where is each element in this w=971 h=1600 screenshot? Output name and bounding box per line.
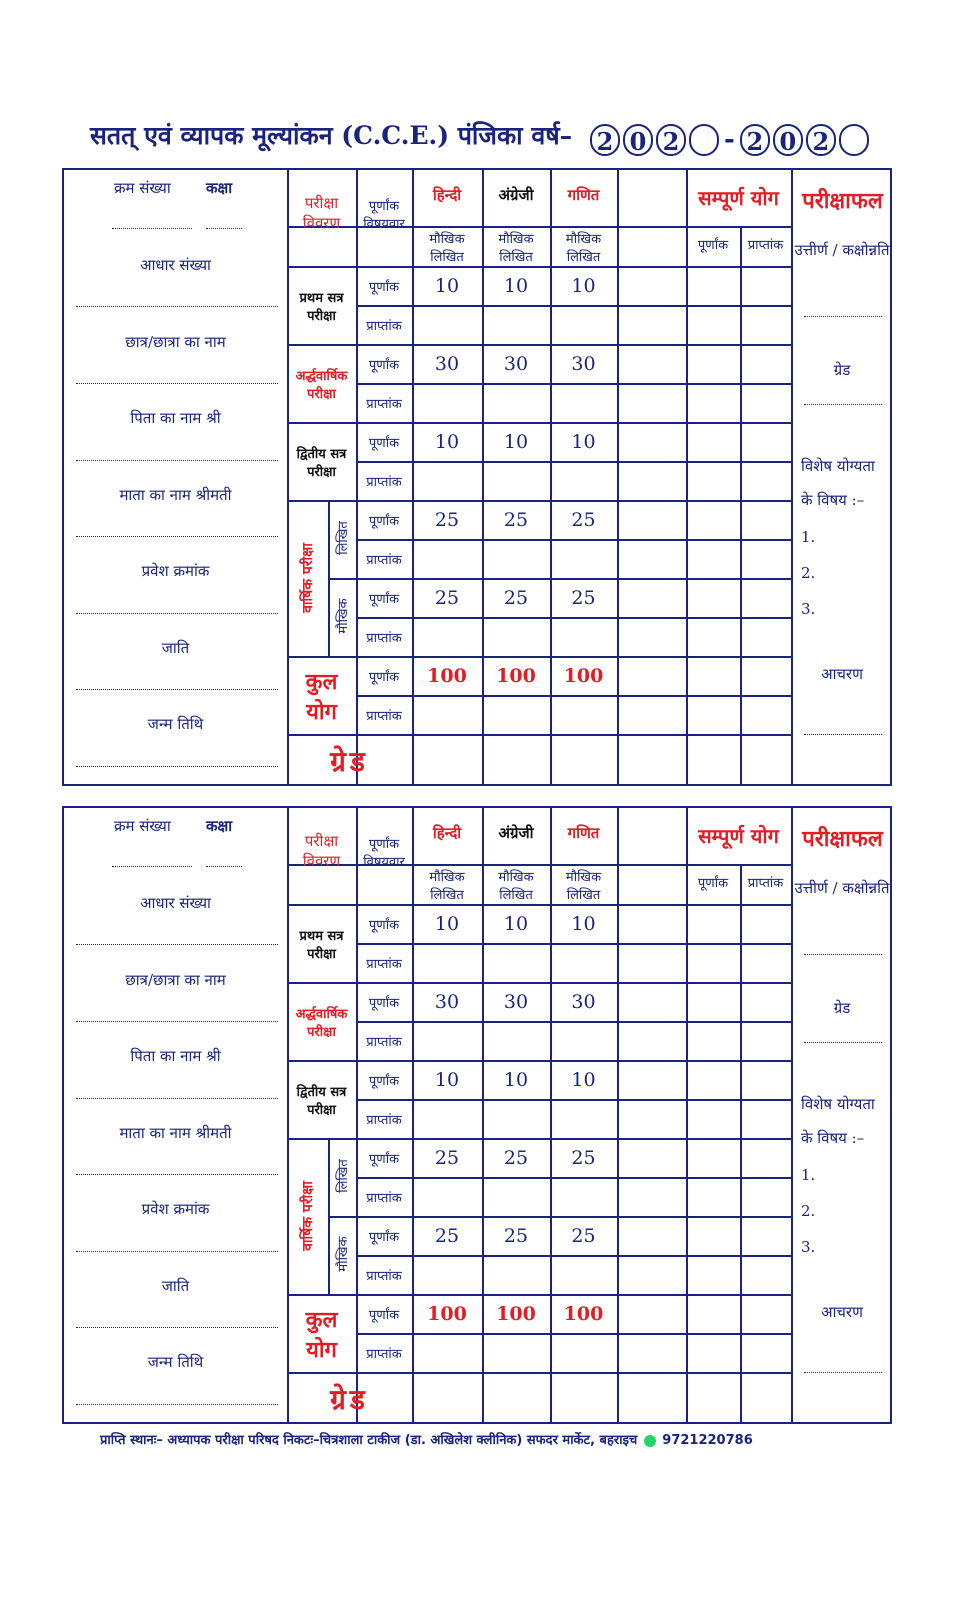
serial-label: क्रम संख्या [114, 179, 171, 197]
row-max: पूर्णांक [368, 435, 400, 451]
year-input[interactable] [590, 124, 869, 158]
row-obtained: प्राप्तांक [366, 552, 402, 568]
passed-field[interactable] [804, 954, 882, 955]
mark-cell: 25 [503, 508, 529, 531]
dob-field[interactable] [76, 766, 278, 767]
result-grade-field[interactable] [804, 404, 882, 405]
ability-item-2[interactable]: 2. [801, 564, 816, 582]
row-max: पूर्णांक [368, 591, 400, 607]
total-label: कुल योग [305, 669, 338, 725]
mark-cell: 30 [571, 352, 596, 375]
sub-label-english: मौखिक लिखित [498, 232, 534, 265]
total-cell: 100 [496, 1302, 536, 1325]
father-name-label: पिता का नाम श्री [130, 1047, 221, 1065]
mark-cell: 10 [434, 274, 460, 297]
row-obtained: प्राप्तांक [366, 1346, 402, 1362]
exam-details-header: परीक्षा विवरण [302, 194, 341, 232]
year-digit: 2 [656, 124, 686, 156]
mark-cell: 10 [434, 430, 460, 453]
mark-cell: 30 [434, 352, 460, 375]
year-digit: 2 [590, 124, 620, 156]
grand-total-header: सम्पूर्ण योग [698, 185, 779, 210]
row-max: पूर्णांक [368, 995, 400, 1011]
year-digit: 0 [773, 124, 803, 156]
year-digit: 0 [623, 124, 653, 156]
dob-label: जन्म तिथि [147, 715, 204, 733]
row-max: पूर्णांक [368, 1307, 400, 1323]
grand-max-header: पूर्णांक [697, 876, 729, 891]
year-digit[interactable] [839, 124, 869, 156]
annual-written: लिखित [336, 1159, 351, 1193]
mark-cell: 10 [503, 912, 529, 935]
ability-item-1[interactable]: 1. [801, 528, 816, 546]
footer-text: प्राप्ति स्थानः– अध्यापक परीक्षा परिषद निकटः–चित्रशाला टाकीज (डा. अखिलेश क्लीनिक) सफदर मार्केट, बहराइच [100, 1433, 638, 1448]
mark-cell: 25 [503, 586, 529, 609]
serial-label: क्रम संख्या [114, 817, 171, 835]
row-max: पूर्णांक [368, 669, 400, 685]
subjects-of-label: के विषय :– [801, 1129, 865, 1147]
mark-cell: 10 [434, 912, 460, 935]
mark-cell: 30 [434, 990, 460, 1013]
sub-label-english: मौखिक लिखित [498, 870, 534, 903]
row-obtained: प्राप्तांक [366, 630, 402, 646]
mark-cell: 10 [503, 1068, 529, 1091]
footer-phone: 9721220786 [662, 1433, 753, 1448]
aadhaar-field[interactable] [76, 944, 278, 945]
row-obtained: प्राप्तांक [366, 396, 402, 412]
caste-field[interactable] [76, 689, 278, 690]
mark-cell: 10 [571, 1068, 596, 1091]
admission-label: प्रवेश क्रमांक [141, 1200, 210, 1218]
sub-label-maths: मौखिक लिखित [565, 870, 602, 903]
subject-maths: गणित [567, 824, 600, 842]
mark-cell: 30 [571, 990, 596, 1013]
exam-half-yearly: अर्द्धवार्षिक परीक्षा [295, 369, 348, 402]
ability-item-2[interactable]: 2. [801, 1202, 816, 1220]
exam-first: प्रथम सत्र परीक्षा [299, 929, 344, 962]
sub-label-hindi: मौखिक लिखित [429, 232, 465, 265]
total-cell: 100 [427, 664, 467, 687]
exam-second: द्वितीय सत्र परीक्षा [296, 447, 347, 480]
exam-second: द्वितीय सत्र परीक्षा [296, 1085, 347, 1118]
grand-obtained-header: प्राप्तांक [747, 238, 784, 253]
passed-label: उत्तीर्ण / कक्षोन्नति [794, 241, 890, 259]
class-field[interactable] [206, 228, 242, 229]
mother-name-label: माता का नाम श्रीमती [119, 1124, 232, 1142]
exam-first: प्रथम सत्र परीक्षा [299, 291, 344, 324]
row-obtained: प्राप्तांक [366, 1112, 402, 1128]
father-name-field[interactable] [76, 1098, 278, 1099]
father-name-label: पिता का नाम श्री [130, 409, 221, 427]
passed-field[interactable] [804, 316, 882, 317]
mark-cell: 25 [571, 1224, 596, 1247]
conduct-label: आचरण [821, 665, 863, 683]
sub-label-maths: मौखिक लिखित [565, 232, 602, 265]
result-header: परीक्षाफल [802, 188, 883, 214]
exam-details-header: परीक्षा विवरण [302, 832, 341, 870]
year-digit[interactable] [689, 124, 719, 156]
conduct-field[interactable] [804, 734, 882, 735]
record-card-1 [62, 168, 892, 786]
max-subjectwise-header: पूर्णांक विषयवार [363, 199, 405, 232]
row-obtained: प्राप्तांक [366, 474, 402, 490]
admission-field[interactable] [76, 1251, 278, 1252]
student-name-field[interactable] [76, 1021, 278, 1022]
caste-label: जाति [161, 639, 190, 657]
grade-label: ग्रेड [330, 1383, 369, 1416]
max-subjectwise-header: पूर्णांक विषयवार [363, 837, 405, 870]
row-obtained: प्राप्तांक [366, 956, 402, 972]
row-max: पूर्णांक [368, 917, 400, 933]
annual-oral: मौखिक [336, 598, 351, 634]
conduct-field[interactable] [804, 1372, 882, 1373]
annual-written: लिखित [336, 521, 351, 555]
row-max: पूर्णांक [368, 357, 400, 373]
mark-cell: 25 [571, 1146, 596, 1169]
mark-cell: 25 [434, 586, 460, 609]
mark-cell: 25 [571, 586, 596, 609]
mark-cell: 10 [503, 430, 529, 453]
result-header: परीक्षाफल [802, 826, 883, 852]
dob-label: जन्म तिथि [147, 1353, 204, 1371]
student-name-field[interactable] [76, 383, 278, 384]
aadhaar-field[interactable] [76, 306, 278, 307]
ability-item-1[interactable]: 1. [801, 1166, 816, 1184]
grade-label: ग्रेड [330, 745, 369, 778]
row-obtained: प्राप्तांक [366, 708, 402, 724]
row-obtained: प्राप्तांक [366, 1268, 402, 1284]
aadhaar-label: आधार संख्या [140, 256, 211, 274]
caste-field[interactable] [76, 1327, 278, 1328]
mark-cell: 10 [434, 1068, 460, 1091]
class-label: कक्षा [206, 179, 233, 197]
sub-label-hindi: मौखिक लिखित [429, 870, 465, 903]
row-obtained: प्राप्तांक [366, 318, 402, 334]
whatsapp-icon [644, 1435, 656, 1447]
admission-field[interactable] [76, 613, 278, 614]
total-cell: 100 [563, 664, 604, 687]
class-label: कक्षा [206, 817, 233, 835]
conduct-label: आचरण [821, 1303, 863, 1321]
class-field[interactable] [206, 866, 242, 867]
mark-cell: 25 [503, 1146, 529, 1169]
ability-item-3[interactable]: 3. [801, 600, 816, 618]
ability-item-3[interactable]: 3. [801, 1238, 816, 1256]
row-max: पूर्णांक [368, 279, 400, 295]
total-cell: 100 [427, 1302, 467, 1325]
father-name-field[interactable] [76, 460, 278, 461]
admission-label: प्रवेश क्रमांक [141, 562, 210, 580]
aadhaar-label: आधार संख्या [140, 894, 211, 912]
total-cell: 100 [563, 1302, 604, 1325]
total-label: कुल योग [305, 1307, 338, 1363]
student-name-label: छात्र/छात्रा का नाम [125, 333, 226, 351]
caste-label: जाति [161, 1277, 190, 1295]
passed-label: उत्तीर्ण / कक्षोन्नति [794, 879, 890, 897]
exam-annual: वार्षिक परीक्षा [299, 543, 316, 613]
mark-cell: 10 [571, 274, 596, 297]
mark-cell: 10 [503, 274, 529, 297]
mark-cell: 25 [503, 1224, 529, 1247]
subjects-of-label: के विषय :– [801, 491, 865, 509]
total-cell: 100 [496, 664, 536, 687]
result-grade-label: ग्रेड [833, 999, 851, 1017]
page-title: सतत् एवं व्यापक मूल्यांकन (C.C.E.) पंजिका वर्ष– [90, 121, 573, 150]
mark-cell: 25 [434, 1224, 460, 1247]
result-grade-label: ग्रेड [833, 361, 851, 379]
serial-field[interactable] [112, 866, 192, 867]
subject-hindi: हिन्दी [432, 824, 462, 842]
exam-annual: वार्षिक परीक्षा [299, 1181, 316, 1251]
annual-oral: मौखिक [336, 1236, 351, 1272]
result-grade-field[interactable] [804, 1042, 882, 1043]
student-name-label: छात्र/छात्रा का नाम [125, 971, 226, 989]
exam-half-yearly: अर्द्धवार्षिक परीक्षा [295, 1007, 348, 1040]
subject-hindi: हिन्दी [432, 186, 462, 204]
mother-name-label: माता का नाम श्रीमती [119, 486, 232, 504]
subject-maths: गणित [567, 186, 600, 204]
mother-name-field[interactable] [76, 536, 278, 537]
mark-cell: 25 [434, 508, 460, 531]
mark-cell: 10 [571, 430, 596, 453]
mother-name-field[interactable] [76, 1174, 278, 1175]
record-card-2 [62, 806, 892, 1424]
row-obtained: प्राप्तांक [366, 1190, 402, 1206]
mark-cell: 25 [571, 508, 596, 531]
row-max: पूर्णांक [368, 1151, 400, 1167]
row-max: पूर्णांक [368, 1229, 400, 1245]
footer [100, 1430, 753, 1448]
grand-total-header: सम्पूर्ण योग [698, 823, 779, 848]
grand-obtained-header: प्राप्तांक [747, 876, 784, 891]
subject-english: अंग्रेजी [498, 186, 534, 204]
mark-cell: 10 [571, 912, 596, 935]
row-obtained: प्राप्तांक [366, 1034, 402, 1050]
subject-english: अंग्रेजी [498, 824, 534, 842]
year-digit: 2 [806, 124, 836, 156]
mark-cell: 30 [503, 352, 529, 375]
serial-field[interactable] [112, 228, 192, 229]
year-digit: 2 [740, 124, 770, 156]
row-max: पूर्णांक [368, 1073, 400, 1089]
dob-field[interactable] [76, 1404, 278, 1405]
mark-cell: 30 [503, 990, 529, 1013]
special-ability-label: विशेष योग्यता [801, 1095, 875, 1113]
special-ability-label: विशेष योग्यता [801, 457, 875, 475]
mark-cell: 25 [434, 1146, 460, 1169]
grand-max-header: पूर्णांक [697, 238, 729, 253]
row-max: पूर्णांक [368, 513, 400, 529]
year-separator: - [724, 125, 735, 155]
